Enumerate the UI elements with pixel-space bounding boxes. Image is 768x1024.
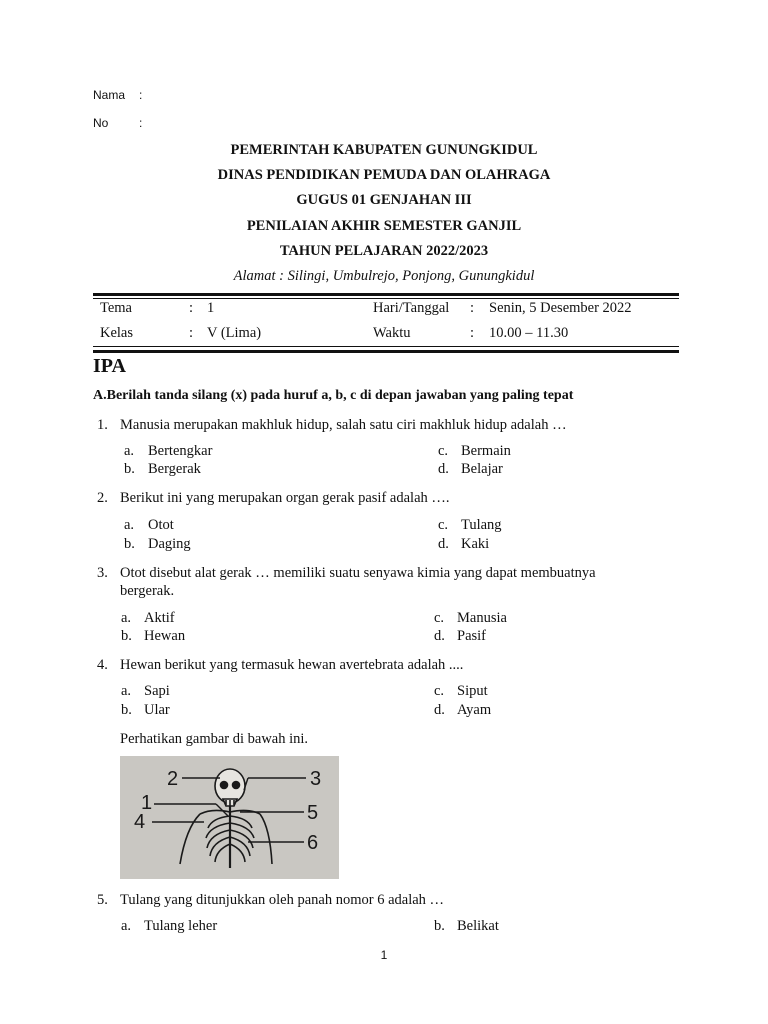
skeleton-figure bbox=[120, 756, 339, 879]
q4-option-c-letter: c. bbox=[434, 683, 445, 699]
waktu-colon: : bbox=[470, 325, 475, 341]
question-text: Manusia merupakan makhluk hidup, salah satu ciri makhluk hidup adalah … bbox=[120, 417, 567, 433]
question-text-line1: Otot disebut alat gerak … memiliki suatu senyawa kimia yang dapat membuatnya bbox=[120, 565, 596, 581]
q1-option-c-letter: c. bbox=[438, 443, 449, 459]
q5-option-a: Tulang leher bbox=[144, 918, 218, 934]
header-line-4: PENILAIAN AKHIR SEMESTER GANJIL bbox=[246, 218, 522, 234]
q5-option-b: Belikat bbox=[457, 918, 499, 934]
q1-option-d: Belajar bbox=[461, 461, 503, 477]
question-number: 5. bbox=[97, 892, 108, 908]
question-text: Tulang yang ditunjukkan oleh panah nomor 6 adalah … bbox=[120, 892, 445, 908]
hari-colon: : bbox=[470, 300, 475, 316]
header-address: Alamat : Silingi, Umbulrejo, Ponjong, Gunungkidul bbox=[233, 268, 535, 284]
figure-label-3: 3 bbox=[310, 768, 322, 790]
tema-label: Tema bbox=[100, 300, 132, 316]
header-line-1: PEMERINTAH KABUPATEN GUNUNGKIDUL bbox=[230, 142, 538, 158]
header-line-5: TAHUN PELAJARAN 2022/2023 bbox=[279, 243, 489, 259]
top-rule-thick bbox=[93, 293, 679, 296]
question-number: 2. bbox=[97, 490, 108, 506]
tema-colon: : bbox=[189, 300, 194, 316]
question-text: Berikut ini yang merupakan organ gerak pasif adalah …. bbox=[120, 490, 450, 506]
subject-title: IPA bbox=[93, 355, 126, 377]
waktu-value: 10.00 – 11.30 bbox=[489, 325, 569, 341]
q3-option-a-letter: a. bbox=[121, 610, 132, 626]
q1-option-d-letter: d. bbox=[438, 461, 449, 477]
q3-option-b-letter: b. bbox=[121, 628, 132, 644]
q2-option-b: Daging bbox=[148, 536, 191, 552]
q3-option-c-letter: c. bbox=[434, 610, 445, 626]
q4-option-d: Ayam bbox=[457, 702, 492, 718]
figure-label-1: 1 bbox=[141, 792, 153, 814]
q1-option-a: Bertengkar bbox=[148, 443, 213, 459]
q1-option-b: Bergerak bbox=[148, 461, 201, 477]
q3-option-d-letter: d. bbox=[434, 628, 445, 644]
question-text: Hewan berikut yang termasuk hewan avertebrata adalah .... bbox=[120, 657, 464, 673]
q1-option-a-letter: a. bbox=[124, 443, 135, 459]
q4-option-b: Ular bbox=[144, 702, 170, 718]
figure-label-5: 5 bbox=[307, 802, 319, 824]
q2-option-a-letter: a. bbox=[124, 517, 135, 533]
question-number: 4. bbox=[97, 657, 108, 673]
top-rule-thin bbox=[93, 298, 679, 299]
q4-option-c: Siput bbox=[457, 683, 488, 699]
q2-option-b-letter: b. bbox=[124, 536, 135, 552]
no-colon: : bbox=[139, 116, 143, 130]
q3-option-d: Pasif bbox=[457, 628, 486, 644]
q4-option-d-letter: d. bbox=[434, 702, 445, 718]
q5-option-a-letter: a. bbox=[121, 918, 132, 934]
kelas-label: Kelas bbox=[100, 325, 134, 341]
figure-intro: Perhatikan gambar di bawah ini. bbox=[120, 731, 309, 747]
q2-option-c-letter: c. bbox=[438, 517, 449, 533]
question-number: 3. bbox=[97, 565, 108, 581]
bottom-rule-thin bbox=[93, 346, 679, 347]
no-line bbox=[93, 116, 142, 130]
q4-option-b-letter: b. bbox=[121, 702, 132, 718]
nama-label: Nama bbox=[93, 88, 126, 102]
hari-value: Senin, 5 Desember 2022 bbox=[489, 300, 632, 316]
kelas-value: V (Lima) bbox=[207, 325, 262, 341]
nama-line bbox=[93, 88, 142, 102]
q3-option-a: Aktif bbox=[144, 610, 175, 626]
hari-label: Hari/Tanggal bbox=[373, 300, 450, 316]
tema-value: 1 bbox=[207, 300, 215, 316]
instruction: A.Berilah tanda silang (x) pada huruf a, b, c di depan jawaban yang paling tepat bbox=[93, 388, 574, 403]
question-number: 1. bbox=[97, 417, 108, 433]
q3-option-b: Hewan bbox=[144, 628, 186, 644]
question-3-line2: bergerak. bbox=[120, 583, 175, 599]
q5-option-b-letter: b. bbox=[434, 918, 445, 934]
q2-option-d-letter: d. bbox=[438, 536, 449, 552]
nama-colon: : bbox=[139, 88, 143, 102]
header-line-3: GUGUS 01 GENJAHAN III bbox=[296, 192, 472, 208]
q1-option-b-letter: b. bbox=[124, 461, 135, 477]
figure-label-4: 4 bbox=[134, 811, 146, 833]
q4-option-a: Sapi bbox=[144, 683, 170, 699]
figure-label-6: 6 bbox=[307, 832, 319, 854]
figure-label-2: 2 bbox=[167, 768, 179, 790]
page-number: 1 bbox=[380, 948, 388, 962]
no-label: No bbox=[93, 116, 109, 130]
q2-option-c: Tulang bbox=[461, 517, 502, 533]
q1-option-c: Bermain bbox=[461, 443, 511, 459]
kelas-colon: : bbox=[189, 325, 194, 341]
q4-option-a-letter: a. bbox=[121, 683, 132, 699]
q2-option-a: Otot bbox=[148, 517, 174, 533]
header-line-2: DINAS PENDIDIKAN PEMUDA DAN OLAHRAGA bbox=[217, 167, 551, 183]
bottom-rule-thick bbox=[93, 350, 679, 353]
q2-option-d: Kaki bbox=[461, 536, 490, 552]
waktu-label: Waktu bbox=[373, 325, 411, 341]
q3-option-c: Manusia bbox=[457, 610, 507, 626]
